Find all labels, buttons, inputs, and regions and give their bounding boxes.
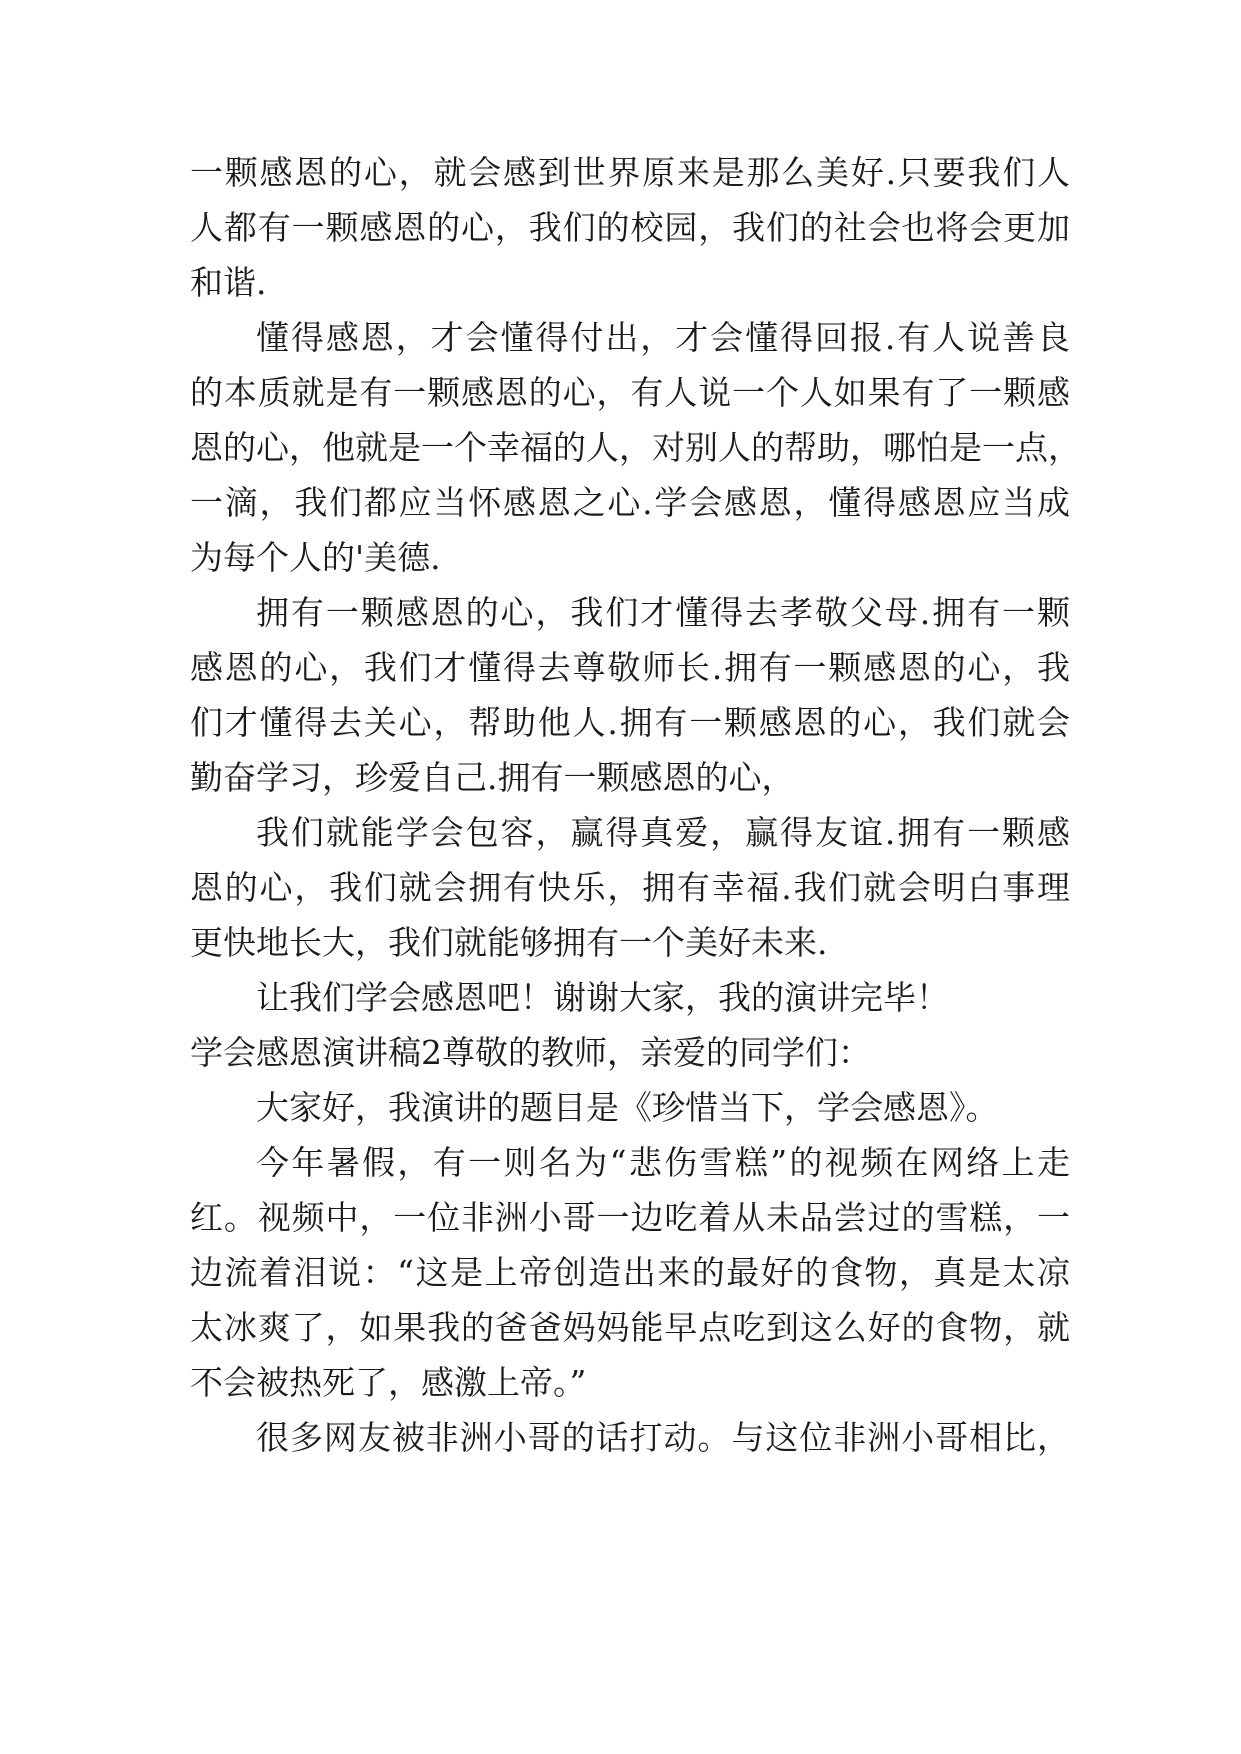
- text-line: 让我们学会感恩吧！谢谢大家，我的演讲完毕！: [256, 978, 949, 1017]
- text-line: 一滴，我们都应当怀感恩之心.学会感恩，懂得感恩应当成: [190, 483, 1070, 522]
- text-line: 一颗感恩的心，就会感到世界原来是那么美好.只要我们人: [190, 153, 1070, 192]
- text-line: 今年暑假，有一则名为“悲伤雪糕”的视频在网络上走: [256, 1143, 1070, 1182]
- text-line: 红。视频中，一位非洲小哥一边吃着从未品尝过的雪糕，一: [190, 1198, 1070, 1237]
- text-line: 边流着泪说：“这是上帝创造出来的最好的食物，真是太凉: [190, 1253, 1070, 1292]
- text-line: 我们就能学会包容，赢得真爱，赢得友谊.拥有一颗感: [256, 813, 1070, 852]
- text-line: 大家好，我演讲的题目是《珍惜当下，学会感恩》。: [256, 1088, 999, 1127]
- text-line: 和谐.: [190, 263, 267, 302]
- text-line: 的本质就是有一颗感恩的心，有人说一个人如果有了一颗感: [190, 373, 1070, 412]
- text-line: 感恩的心，我们才懂得去尊敬师长.拥有一颗感恩的心，我: [190, 648, 1070, 687]
- text-line: 人都有一颗感恩的心，我们的校园，我们的社会也将会更加: [190, 208, 1070, 247]
- text-line: 不会被热死了，感激上帝。”: [190, 1363, 587, 1402]
- text-line: 们才懂得去关心，帮助他人.拥有一颗感恩的心，我们就会: [190, 703, 1070, 742]
- text-line: 更快地长大，我们就能够拥有一个美好未来.: [190, 923, 828, 962]
- text-line: 学会感恩演讲稿2尊敬的教师，亲爱的同学们：: [190, 1033, 871, 1072]
- text-line: 恩的心，我们就会拥有快乐，拥有幸福.我们就会明白事理: [190, 868, 1070, 907]
- text-line: 拥有一颗感恩的心，我们才懂得去孝敬父母.拥有一颗: [256, 593, 1070, 632]
- text-line: 太冰爽了，如果我的爸爸妈妈能早点吃到这么好的食物，就: [190, 1308, 1070, 1347]
- text-line: 很多网友被非洲小哥的话打动。与这位非洲小哥相比，: [256, 1418, 1070, 1457]
- text-line: 为每个人的'美德.: [190, 538, 441, 577]
- text-line: 恩的心，他就是一个幸福的人，对别人的帮助，哪怕是一点，: [190, 428, 1081, 467]
- text-line: 勤奋学习，珍爱自己.拥有一颗感恩的心，: [190, 758, 795, 797]
- text-line: 懂得感恩，才会懂得付出，才会懂得回报.有人说善良: [256, 318, 1070, 357]
